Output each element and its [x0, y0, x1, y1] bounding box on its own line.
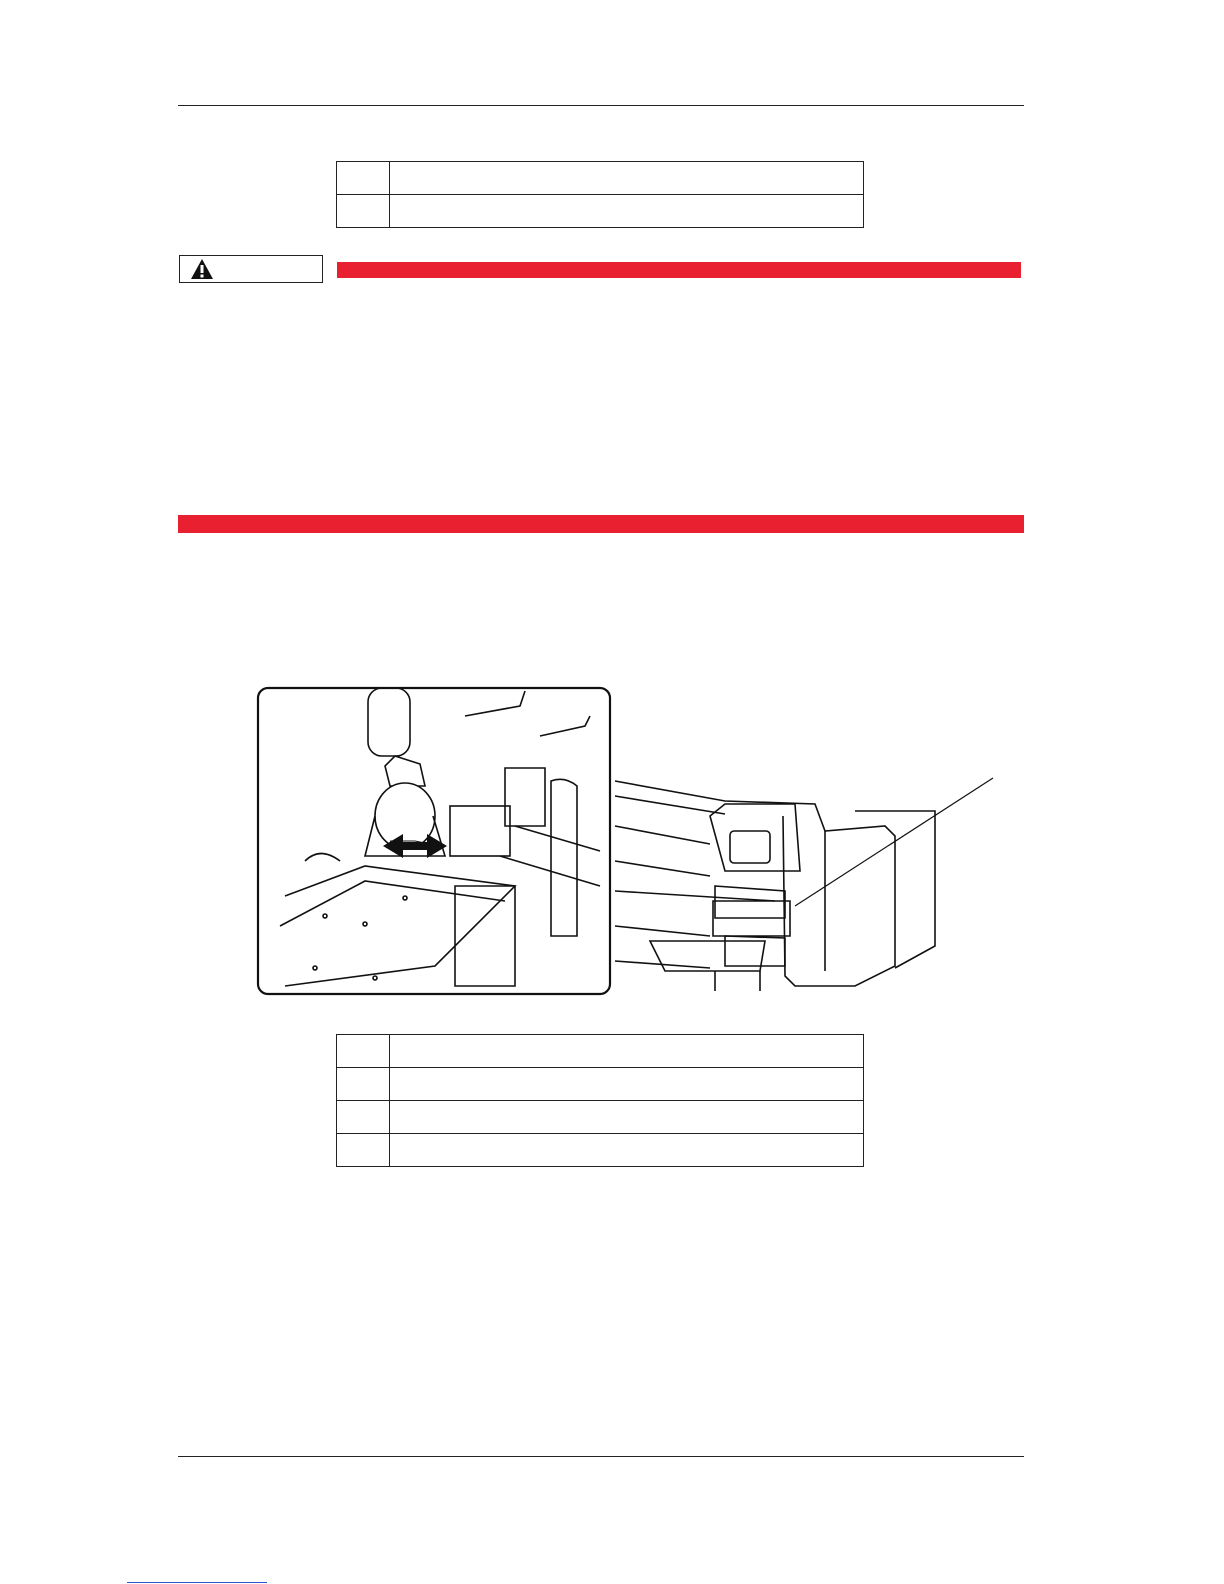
table-cell-number: [337, 162, 390, 195]
table-cell-number: [337, 1101, 390, 1134]
table-row: [337, 1134, 864, 1167]
table-cell-text: [390, 1035, 864, 1068]
parts-table-bottom: [336, 1034, 864, 1167]
table-cell-number: [337, 1068, 390, 1101]
footer-rule: [178, 1456, 1024, 1457]
table-cell-text: [390, 1101, 864, 1134]
table-cell-number: [337, 1134, 390, 1167]
table-cell-text: [390, 195, 864, 228]
warning-box: [179, 255, 323, 283]
cleaning-illustration: [255, 686, 1000, 998]
table-row: [337, 1035, 864, 1068]
header-rule: [178, 105, 1024, 106]
parts-table-top: [336, 161, 864, 228]
table-cell-text: [390, 162, 864, 195]
section-bar: [178, 515, 1024, 533]
table-cell-text: [390, 1068, 864, 1101]
table-cell-number: [337, 1035, 390, 1068]
table-row: [337, 162, 864, 195]
table-row: [337, 195, 864, 228]
footer-link-underline[interactable]: [127, 1582, 267, 1583]
table-row: [337, 1101, 864, 1134]
table-cell-number: [337, 195, 390, 228]
warning-bar: [337, 262, 1021, 278]
warning-triangle-icon: [190, 258, 214, 280]
table-row: [337, 1068, 864, 1101]
table-cell-text: [390, 1134, 864, 1167]
